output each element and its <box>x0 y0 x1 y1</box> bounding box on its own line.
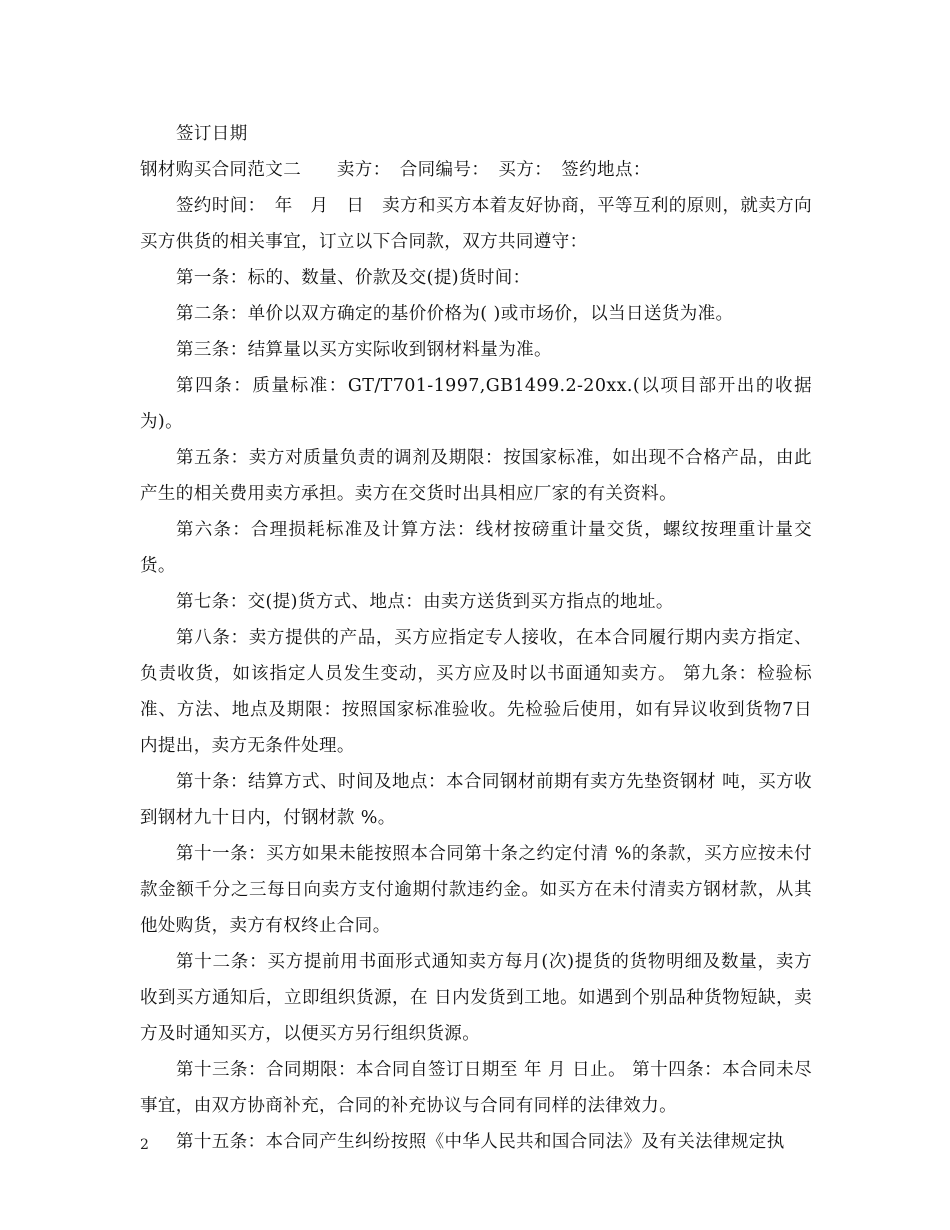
paragraph-preamble: 签约时间： 年 月 日 卖方和买方本着友好协商，平等互利的原则，就卖方向买方供货的相关事宜，订立以下合同款，双方共同遵守： <box>140 196 812 252</box>
paragraph-contract-header: 钢材购买合同范文二 卖方： 合同编号： 买方： 签约地点： <box>140 160 651 180</box>
paragraph-article-10: 第十条：结算方式、时间及地点：本合同钢材前期有卖方先垫资钢材 吨，买方收到钢材九十日内，付钢材款 %。 <box>140 772 812 828</box>
paragraph-article-12: 第十二条：买方提前用书面形式通知卖方每月(次)提货的货物明细及数量，卖方收到买方通知后，立即组织货源，在 日内发货到工地。如遇到个别品种货物短缺，卖方及时通知买方，以便买方另行组织货源。 <box>140 952 812 1044</box>
paragraph-article-4: 第四条：质量标准：GT/T701-1997,GB1499.2-20xx.(以项目部开出的收据为)。 <box>140 376 812 432</box>
paragraph-article-15: 第十五条：本合同产生纠纷按照《中华人民共和国合同法》及有关法律规定执 <box>176 1132 785 1152</box>
paragraph-article-1: 第一条：标的、数量、价款及交(提)货时间： <box>176 268 531 288</box>
paragraph-article-3: 第三条：结算量以买方实际收到钢材料量为准。 <box>176 340 552 360</box>
paragraph-article-6: 第六条：合理损耗标准及计算方法：线材按磅重计量交货，螺纹按理重计量交货。 <box>140 520 812 576</box>
page-number: 2 <box>140 1137 149 1153</box>
paragraph-article-7: 第七条：交(提)货方式、地点：由卖方送货到买方指点的地址。 <box>176 592 674 612</box>
paragraph-article-11: 第十一条：买方如果未能按照本合同第十条之约定付清 %的条款，买方应按未付款金额千分之三每日向卖方支付逾期付款违约金。如买方在未付清卖方钢材款，从其他处购货，卖方有权终止合同。 <box>140 844 812 936</box>
paragraph-article-2: 第二条：单价以双方确定的基价价格为( )或市场价，以当日送货为准。 <box>176 304 734 324</box>
paragraph-article-5: 第五条：卖方对质量负责的调剂及期限：按国家标准，如出现不合格产品，由此产生的相关费用卖方承担。卖方在交货时出具相应厂家的有关资料。 <box>140 448 812 504</box>
paragraph-article-13-14: 第十三条：合同期限：本合同自签订日期至 年 月 日止。 第十四条：本合同未尽事宜，由双方协商补充，合同的补充协议与合同有同样的法律效力。 <box>140 1060 812 1116</box>
document-body <box>140 116 818 1160</box>
paragraph-signing-date: 签订日期 <box>176 124 248 144</box>
paragraph-article-8-9: 第八条：卖方提供的产品，买方应指定专人接收，在本合同履行期内卖方指定、 负责收货，如该指定人员发生变动，买方应及时以书面通知卖方。 第九条：检验标准、方法、地点及期限：按照国家标准验收。先检验后使用，如有异议收到货物7日内提出，卖方无条件处理。 <box>140 628 818 756</box>
